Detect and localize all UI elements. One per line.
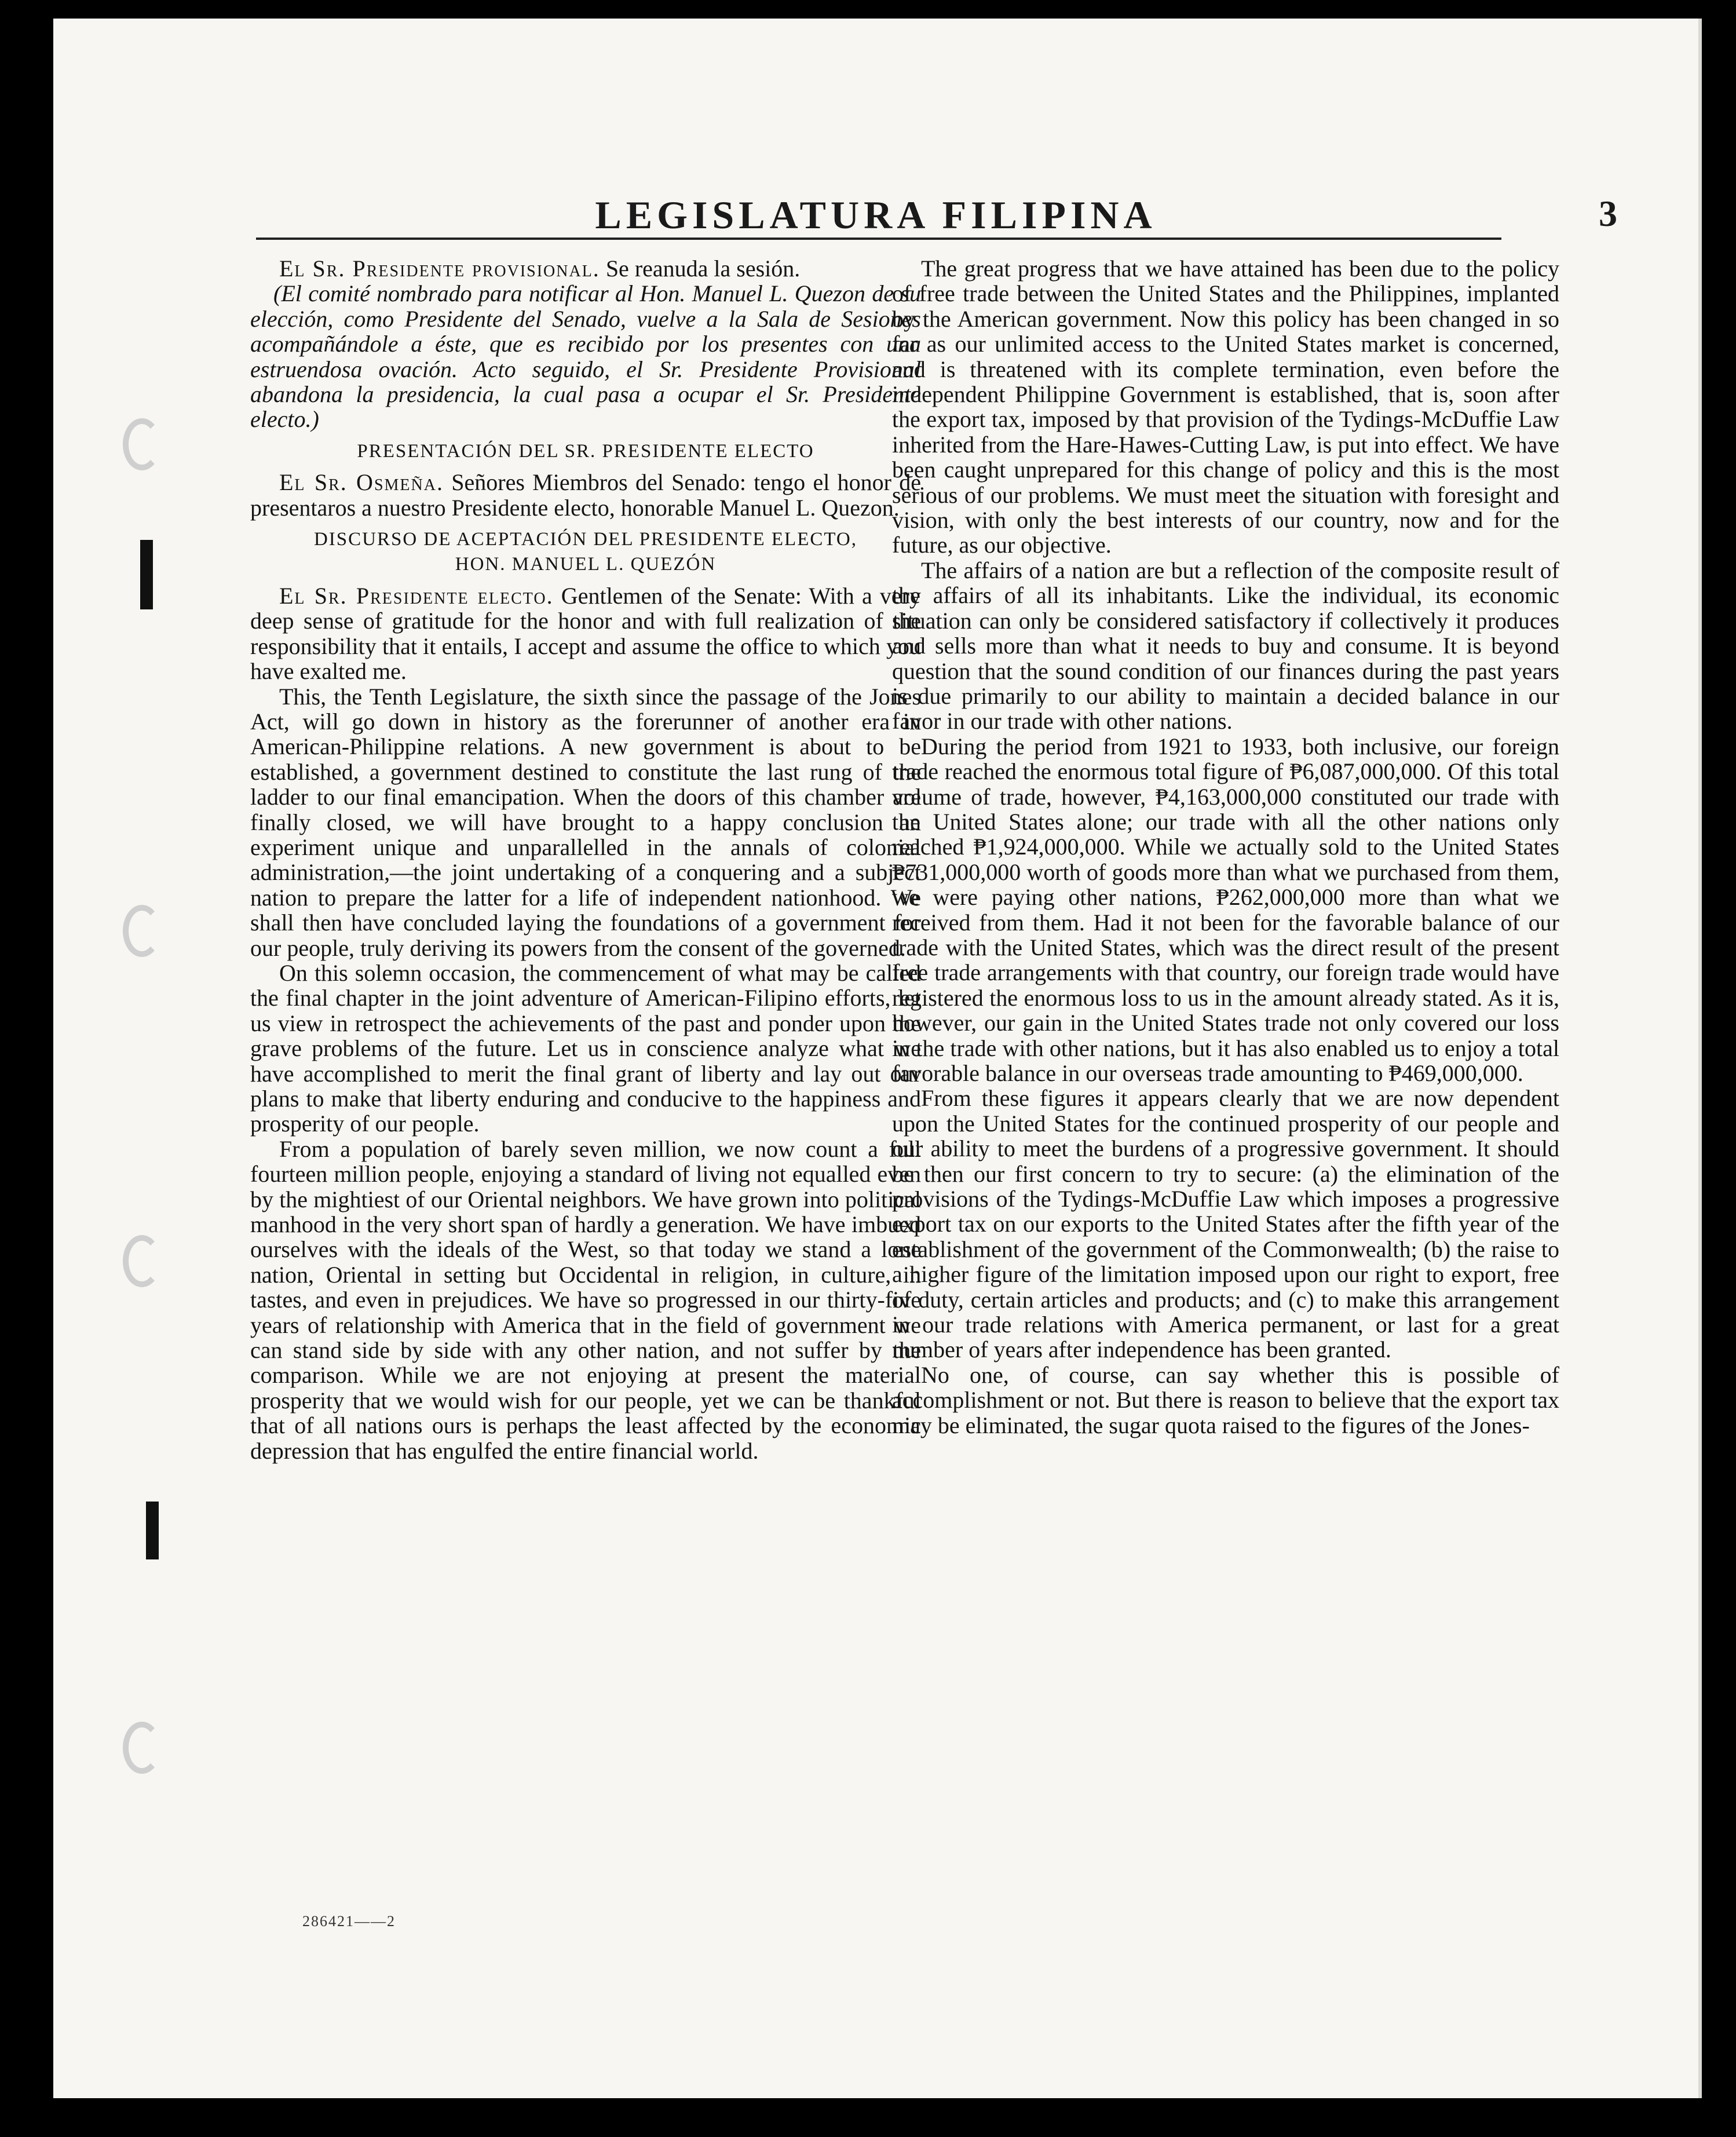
paragraph-text: Gentlemen of the Senate: With a very deep sense of gratitude for the honor and with full realization of the responsibility that it entails, I accept and assume the office to which you have exalted me.: [250, 582, 921, 685]
margin-ink-mark: [146, 1502, 159, 1559]
paragraph: The affairs of a nation are but a reflection of the composite result of the affairs of all its inhabitants. Like the individual, its economic situation can only be considered satisfactory if collectively it produces and sells more than what it needs to buy and consume. It is beyond question that the sound condition of our finances during the past years is due primarily to our ability to maintain a decided balance in our favor in our trade with other nations.: [892, 557, 1559, 735]
section-heading: HON. MANUEL L. QUEZÓN: [455, 554, 717, 575]
page-number: 3: [1599, 193, 1617, 234]
document-page: [53, 19, 1702, 2098]
paragraph: The great progress that we have attained has been due to the policy of free trade between the United States and the Philippines, implanted by the American government. Now this policy has been changed in so far as our unlimited access to the United States market is concerned, and is threatened with its complete termination, even before the independent Philippine Government is established, that is, soon after the export tax, imposed by that provision of the Tydings-McDuffie Law inherited from the Hare-Hawes-Cutting Law, is put into effect. We have been caught unprepared for this change of policy and this is the most serious of our problems. We must meet the situation with foresight and vision, with only the best interests of our country, now and for the future, as our objective.: [892, 255, 1559, 558]
running-title: LEGISLATURA FILIPINA: [595, 193, 1157, 237]
page-header: [53, 192, 1698, 250]
left-column: [250, 256, 921, 1463]
right-column: [892, 256, 1559, 1438]
binding-hole: [123, 1235, 161, 1287]
paragraph-text: Se reanuda la sesión.: [600, 255, 801, 282]
paragraph: [250, 470, 921, 520]
paragraph: From these figures it appears clearly that we are now dependent upon the United States for the continued prosperity of our people and our ability to meet the burdens of a progressive government. It should be then our first concern to try to secure: (a) the elimination of the provisions of the Tydings-McDuffie Law which imposes a progressive export tax on our exports to the United States after the fifth year of the establishment of the government of the Commonwealth; (b) the raise to a higher figure of the limitation imposed upon our right to export, free of duty, certain articles and products; and (c) to make this arrangement in our trade relations with America permanent, or last for a great number of years after independence has been granted.: [892, 1085, 1559, 1363]
speaker-name: El Sr. Presidente electo.: [279, 582, 554, 609]
paragraph: During the period from 1921 to 1933, both inclusive, our foreign trade reached the enormous total figure of ₱6,087,000,000. Of this total volume of trade, however, ₱4,163,000,000 constituted our trade with the United States alone; our trade with all the other nations only reached ₱1,924,000,000. While we actually sold to the United States ₱731,000,000 worth of goods more than what we purchased from them, we were paying other nations, ₱262,000,000 more than what we received from them. Had it not been for the favorable balance of our trade with the United States, which was the direct result of the present free trade arrangements with that country, our foreign trade would have registered the enormous loss to us in the amount already stated. As it is, however, our gain in the United States trade not only covered our loss in the trade with other nations, but it has also enabled us to enjoy a total favorable balance in our overseas trade amounting to ₱469,000,000.: [892, 733, 1559, 1086]
section-heading: DISCURSO DE ACEPTACIÓN DEL PRESIDENTE ELECTO,: [313, 529, 858, 550]
paragraph: [250, 583, 921, 684]
paragraph: From a population of barely seven million, we now count a full fourteen million people, enjoying a standard of living not equalled even by the mightiest of our Oriental neighbors. We have grown into political manhood in the very short span of hardly a generation. We have imbued ourselves with the ideals of the West, so that today we stand a lone nation, Oriental in setting but Occidental in religion, in culture, in tastes, and even in prejudices. We have so progressed in our thirty-five years of relationship with America that in the field of government we can stand side by side with any other nation, and not suffer by the comparison. While we are not enjoying at present the material prosperity that we would wish for our people, yet we can be thankful that of all nations ours is perhaps the least affected by the economic depression that has engulfed the entire financial world.: [250, 1135, 921, 1464]
paragraph: No one, of course, can say whether this is possible of accomplishment or not. But there is reason to believe that the export tax may be eliminated, the sugar quota raised to the figures of the Jones-: [892, 1361, 1559, 1438]
header-rule: [256, 238, 1501, 240]
binding-hole: [123, 418, 161, 470]
paragraph: [250, 256, 921, 281]
section-heading: PRESENTACIÓN DEL SR. PRESIDENTE ELECTO: [357, 440, 814, 462]
speaker-name: El Sr. Osmeña.: [279, 469, 444, 496]
speaker-name: El Sr. Presidente provisional.: [279, 255, 600, 282]
printer-mark: 286421——2: [302, 1913, 396, 1930]
stage-direction: (El comité nombrado para notificar al Hon. Manuel L. Quezon de su elección, como Presidente del Senado, vuelve a la Sala de Sesiones acompañándole a éste, que es recibido por los presentes con una estruendosa ovación. Acto seguido, el Sr. Presidente Provisional abandona la presidencia, la cual pasa a ocupar el Sr. Presidente electo.): [250, 280, 921, 433]
binding-hole: [123, 905, 161, 957]
margin-ink-mark: [140, 540, 153, 609]
paragraph: On this solemn occasion, the commencement of what may be called the final chapter in the joint adventure of American-Filipino efforts, let us view in retrospect the achievements of the past and ponder upon the grave problems of the future. Let us in conscience analyze what we have accomplished to merit the final grant of liberty and lay out our plans to make that liberty enduring and conducive to the happiness and prosperity of our people.: [250, 959, 921, 1137]
paragraph: This, the Tenth Legislature, the sixth since the passage of the Jones Act, will go down in history as the forerunner of another era in American-Philippine relations. A new government is about to be established, a government destined to constitute the last rung of the ladder to our final emancipation. When the doors of this chamber are finally closed, we will have brought to a happy conclusion an experiment unique and unparallelled in the annals of colonial administration,—the joint undertaking of a conquering and a subject nation to prepare the latter for a life of independent nationhood. We shall then have concluded laying the foundations of a government for our people, truly deriving its powers from the consent of the governed.: [250, 683, 921, 961]
binding-hole: [123, 1722, 161, 1774]
paragraph-text: Señores Miembros del Senado: tengo el honor de presentaros a nuestro Presidente electo, honorable Manuel L. Quezon.: [250, 469, 921, 521]
